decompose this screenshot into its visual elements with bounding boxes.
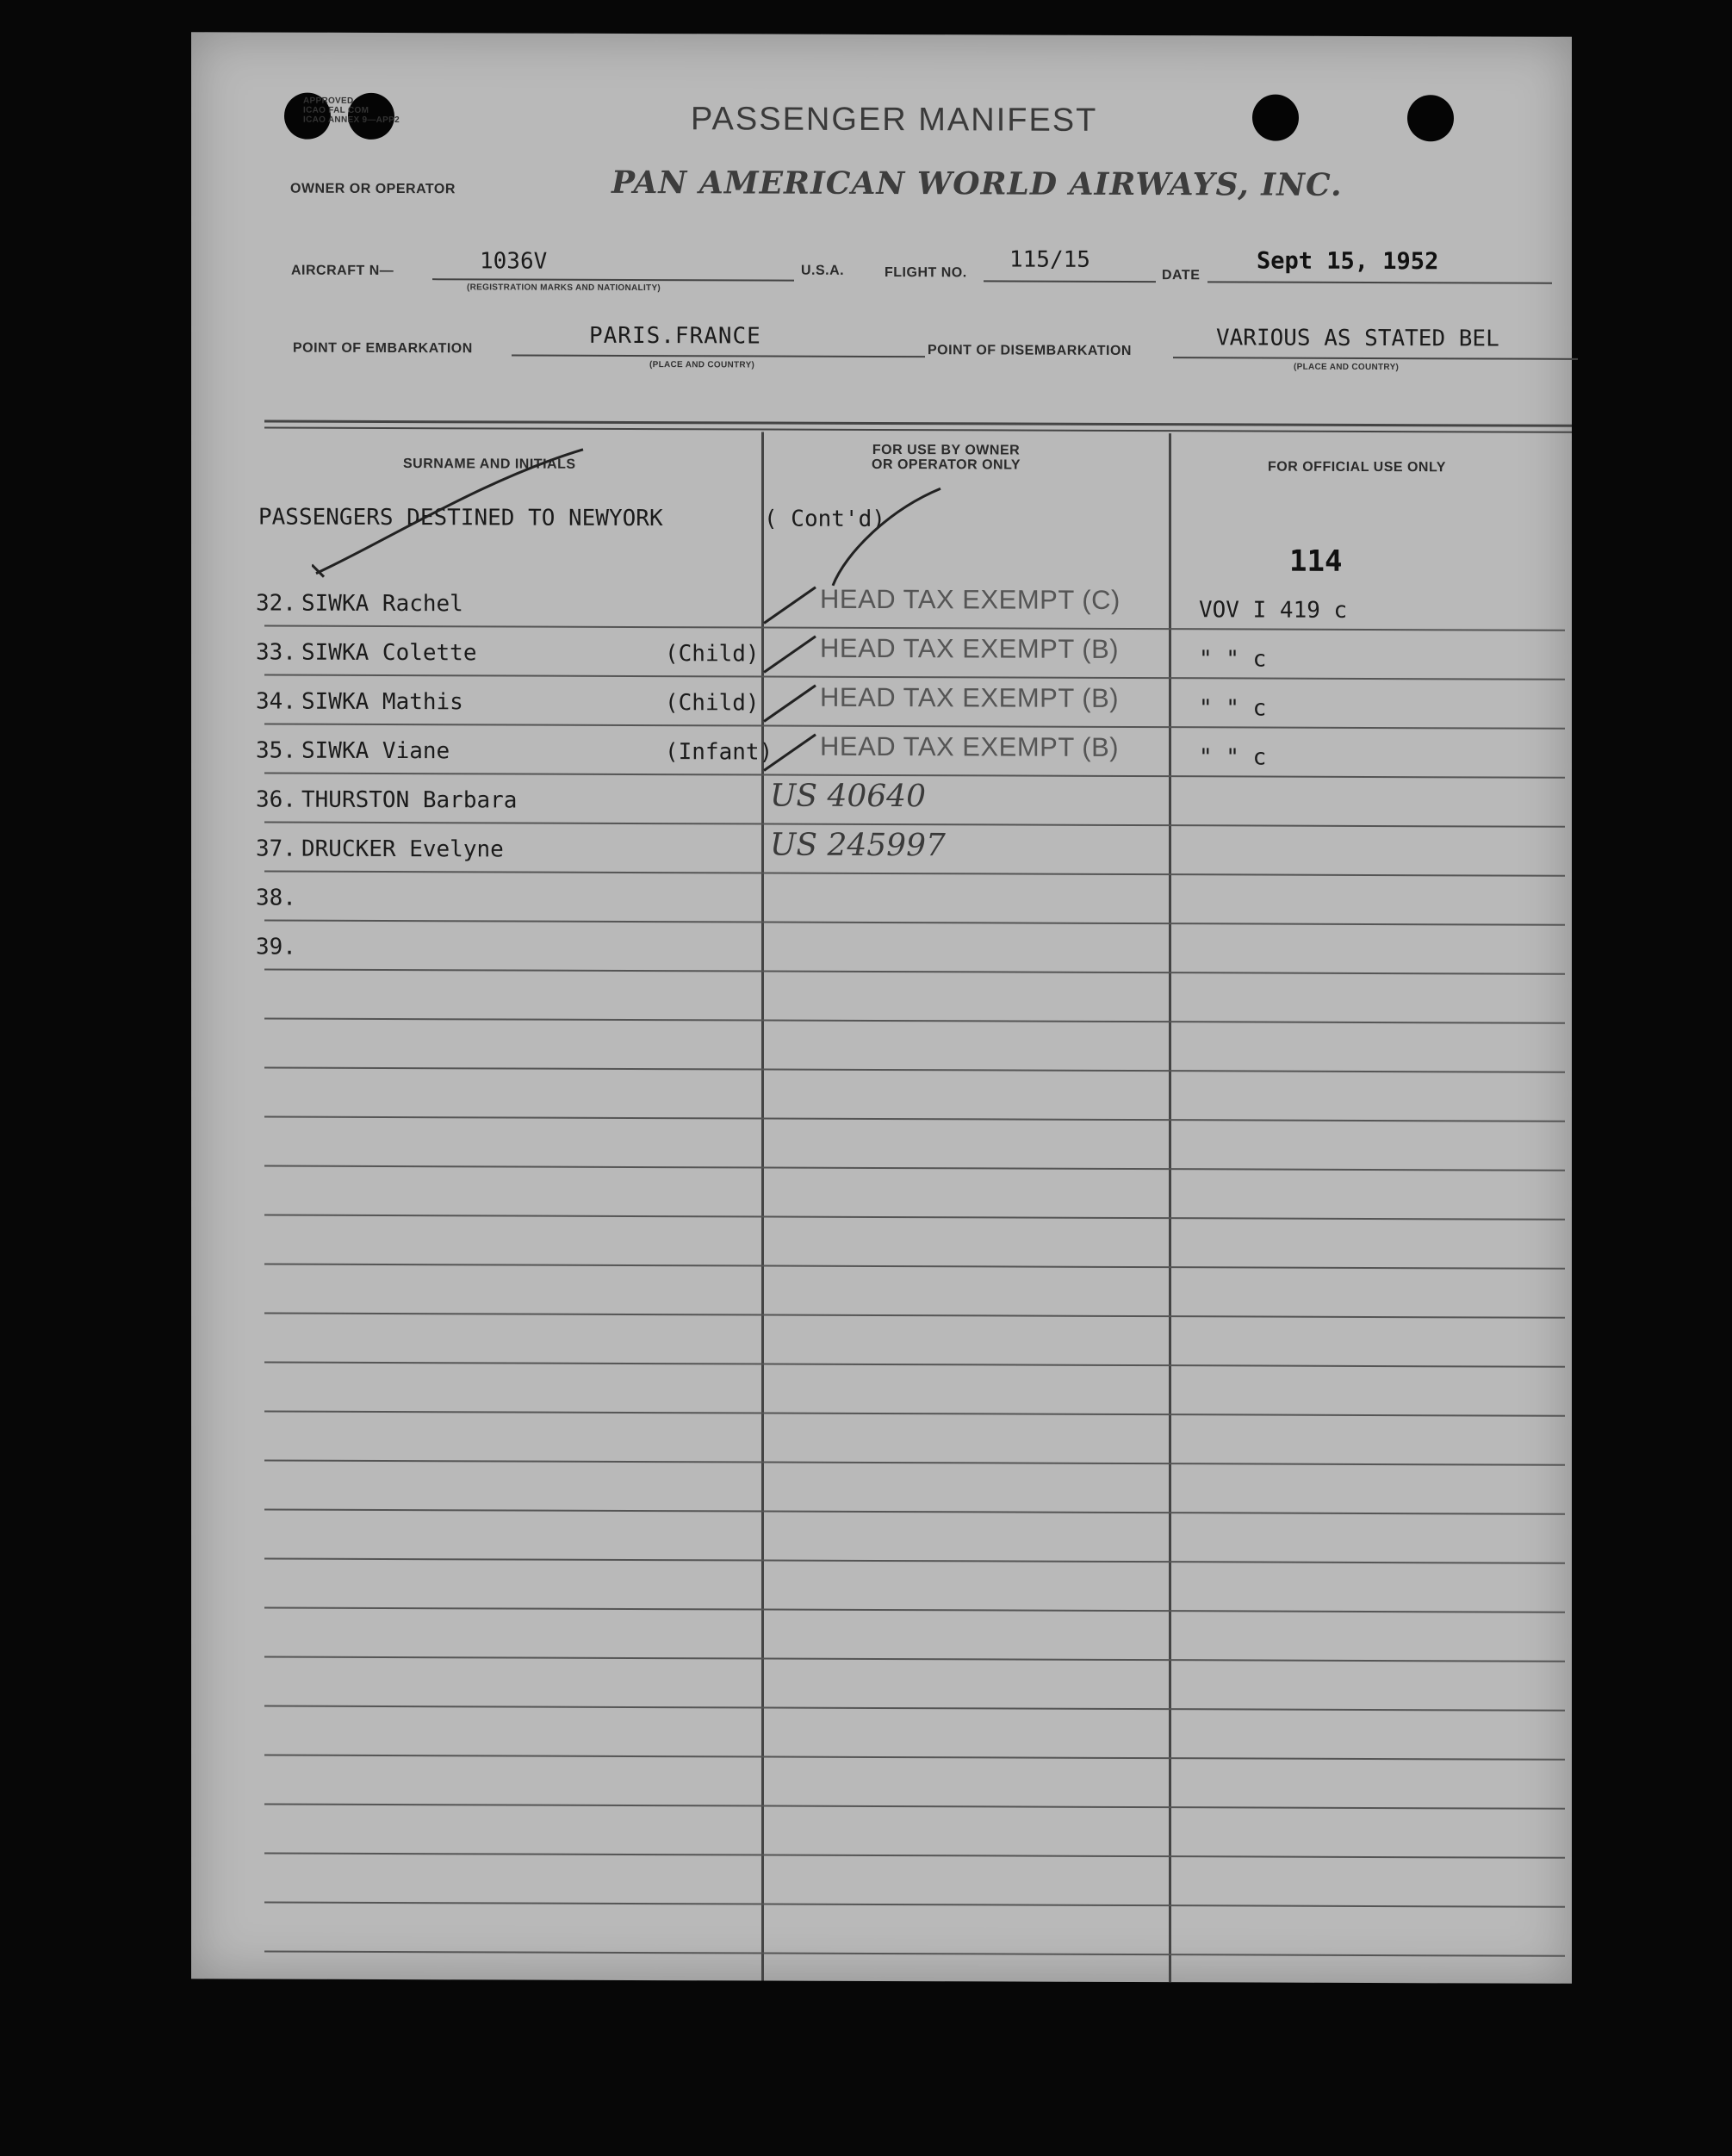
flight-value: 115/15 — [1009, 246, 1090, 273]
column-divider — [1169, 433, 1171, 1982]
usa-label: U.S.A. — [801, 263, 845, 278]
row-number: 35. — [256, 737, 296, 764]
official-entry: " " c — [1199, 744, 1267, 771]
row-rule — [264, 1459, 1565, 1465]
head-tax-stamp: HEAD TAX EXEMPT (C) — [820, 583, 1121, 615]
col-header-surname: SURNAME AND INITIALS — [403, 457, 576, 472]
section-heading: PASSENGERS DESTINED TO NEWYORK — [258, 504, 663, 532]
row-rule — [264, 1754, 1565, 1760]
row-rule — [264, 968, 1565, 974]
passenger-name: SIWKA Rachel — [301, 590, 463, 618]
owner-label: OWNER OR OPERATOR — [290, 181, 456, 197]
col-header-official: FOR OFFICIAL USE ONLY — [1268, 459, 1446, 475]
passenger-name: SIWKA Viane — [301, 737, 450, 765]
head-tax-stamp: HEAD TAX EXEMPT (B) — [820, 632, 1120, 664]
row-number: 37. — [256, 836, 296, 862]
passenger-note: (Child) — [665, 641, 760, 668]
head-tax-stamp: HEAD TAX EXEMPT (B) — [820, 681, 1120, 713]
row-rule — [264, 723, 1565, 729]
passenger-note: (Infant) — [665, 739, 773, 766]
row-rule — [264, 1312, 1565, 1318]
aircraft-value: 1036V — [480, 248, 548, 275]
col-header-owner — [872, 443, 1021, 473]
punch-hole — [1407, 95, 1454, 141]
passenger-name: SIWKA Colette — [301, 639, 477, 667]
row-rule — [264, 1410, 1565, 1416]
row-rule — [264, 1066, 1565, 1072]
row-rule — [264, 624, 1565, 631]
pen-mark — [312, 444, 587, 583]
official-entry: " " c — [1199, 695, 1267, 722]
pen-tick — [760, 679, 820, 730]
row-rule — [264, 772, 1565, 778]
row-rule — [264, 1705, 1565, 1711]
passenger-name: DRUCKER Evelyne — [301, 836, 504, 863]
col-header-owner-line: FOR USE BY OWNER — [872, 442, 1021, 458]
manifest-sheet — [191, 32, 1572, 1984]
row-rule — [264, 919, 1565, 925]
row-rule — [264, 674, 1565, 680]
owner-value: PAN AMERICAN WORLD AIRWAYS, INC. — [611, 164, 1343, 203]
row-rule — [264, 1115, 1565, 1121]
disembark-caption: (PLACE AND COUNTRY) — [1294, 362, 1400, 373]
row-rule — [264, 1214, 1565, 1220]
official-entry: VOV I 419 c — [1199, 597, 1348, 624]
row-number: 32. — [256, 590, 296, 617]
row-rule — [264, 1950, 1565, 1956]
row-rule — [264, 1803, 1565, 1809]
approval-line: APPROVED — [303, 96, 354, 106]
passenger-name: SIWKA Mathis — [301, 688, 463, 716]
pen-tick — [760, 728, 820, 780]
passenger-name: THURSTON Barbara — [301, 786, 518, 814]
disembark-underline — [1173, 357, 1578, 360]
embark-value: PARIS.FRANCE — [589, 322, 761, 350]
row-rule — [264, 1852, 1565, 1858]
registration-caption: (REGISTRATION MARKS AND NATIONALITY) — [467, 283, 661, 294]
passport-number: US 245997 — [770, 827, 946, 864]
aircraft-underline — [432, 278, 794, 281]
flight-underline — [984, 280, 1156, 283]
row-number: 36. — [256, 786, 296, 813]
header-rule — [264, 419, 1572, 426]
row-rule — [264, 1361, 1565, 1367]
row-rule — [264, 1901, 1565, 1907]
row-rule — [264, 1165, 1565, 1171]
row-number: 38. — [256, 885, 296, 911]
row-rule — [264, 1017, 1565, 1023]
col-header-owner-line: OR OPERATOR ONLY — [872, 457, 1021, 473]
row-rule — [264, 870, 1565, 876]
date-label: DATE — [1162, 268, 1201, 283]
approval-note — [303, 96, 400, 125]
disembark-label: POINT OF DISEMBARKATION — [928, 343, 1132, 359]
section-cont: ( Cont'd) — [764, 506, 885, 533]
form-title: PASSENGER MANIFEST — [691, 101, 1098, 139]
official-number: 114 — [1289, 544, 1343, 579]
official-entry: " " c — [1199, 646, 1267, 673]
disembark-value: VARIOUS AS STATED BEL — [1216, 325, 1499, 352]
flight-label: FLIGHT NO. — [885, 265, 967, 281]
row-rule — [264, 1508, 1565, 1514]
date-value: Sept 15, 1952 — [1257, 247, 1439, 276]
pen-tick — [760, 630, 820, 681]
passport-number: US 40640 — [770, 778, 926, 815]
row-number: 33. — [256, 639, 296, 666]
embark-underline — [512, 355, 925, 358]
embark-label: POINT OF EMBARKATION — [293, 340, 473, 357]
row-rule — [264, 1263, 1565, 1269]
embark-caption: (PLACE AND COUNTRY) — [649, 360, 755, 370]
date-underline — [1207, 281, 1552, 283]
approval-line: ICAO FAL COM — [303, 105, 369, 115]
approval-line: ICAO ANNEX 9—APP2 — [303, 115, 400, 126]
head-tax-stamp: HEAD TAX EXEMPT (B) — [820, 730, 1120, 762]
passenger-note: (Child) — [665, 690, 760, 717]
header-rule — [264, 426, 1572, 432]
row-rule — [264, 1606, 1565, 1612]
punch-hole — [1252, 95, 1299, 141]
aircraft-label: AIRCRAFT N— — [291, 263, 394, 279]
row-number: 34. — [256, 688, 296, 715]
row-rule — [264, 1656, 1565, 1662]
row-rule — [264, 1557, 1565, 1563]
pen-tick — [760, 581, 820, 632]
pen-mark — [829, 484, 949, 596]
row-number: 39. — [256, 934, 296, 960]
row-rule — [264, 821, 1565, 827]
